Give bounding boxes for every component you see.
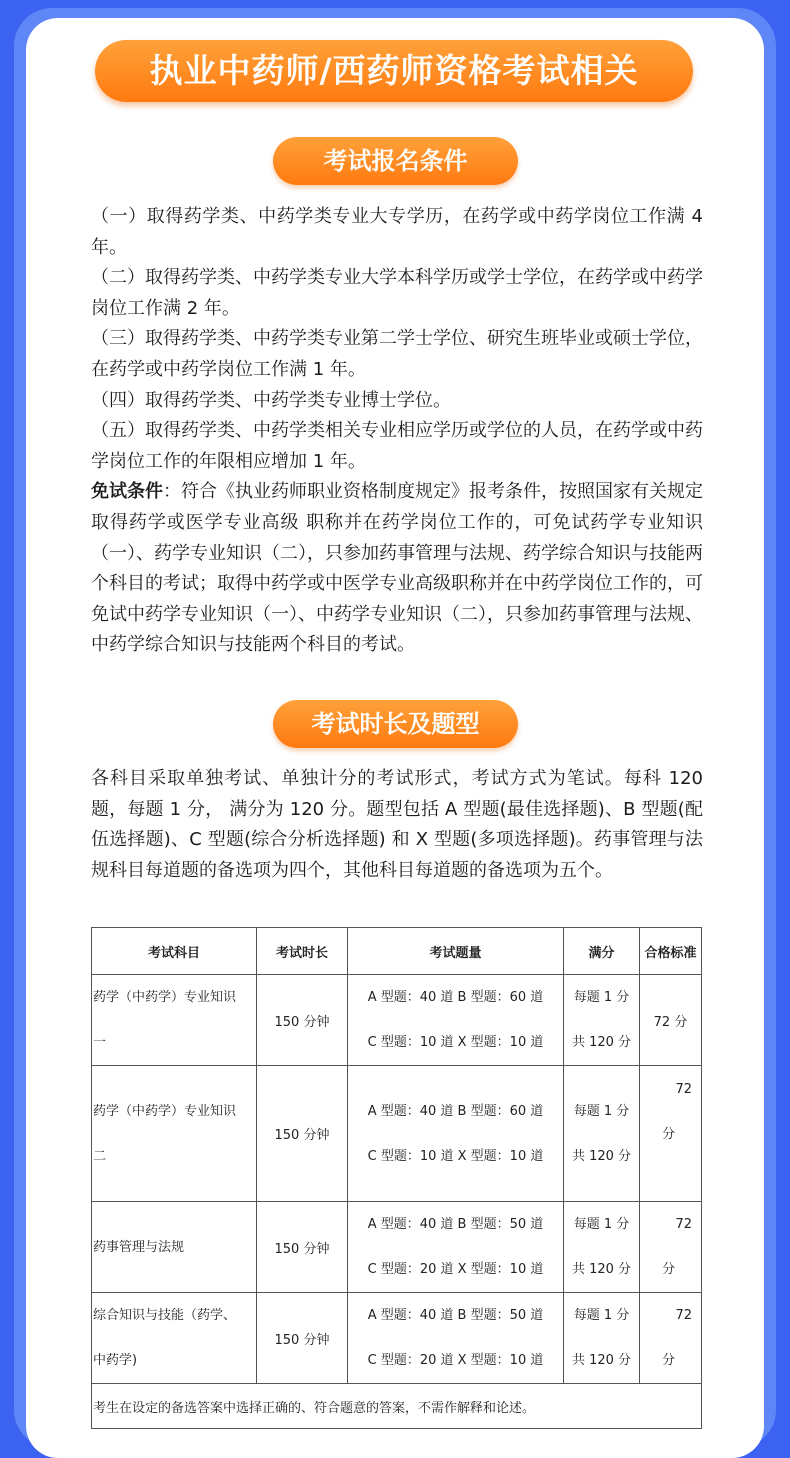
header-duration: 考试时长 [257, 928, 348, 975]
questions-cell: A 型题：40 道 B 型题：60 道 C 型题：10 道 X 型题：10 道 [348, 1066, 564, 1202]
pass-cell: 72 分 [640, 975, 702, 1066]
subject-cell: 药学（中药学）专业知识 一 [92, 975, 257, 1066]
registration-conditions [91, 202, 703, 661]
page-title: 执业中药师/西药师资格考试相关 [95, 40, 693, 102]
table-row [92, 1066, 702, 1202]
subject-cell: 药学（中药学）专业知识 二 [92, 1066, 257, 1202]
condition-item: （四）取得药学类、中药学类专业博士学位。 [91, 389, 451, 411]
header-questions: 考试题量 [348, 928, 564, 975]
condition-item: （一）取得药学类、中药学类专业大专学历，在药学或中药学岗位工作满 4 年。 [91, 206, 703, 258]
duration-cell: 150 分钟 [257, 1202, 348, 1293]
subject-cell: 综合知识与技能（药学、 中药学) [92, 1293, 257, 1384]
table-header-row [92, 928, 702, 975]
table-footer-row [92, 1384, 702, 1429]
header-subject: 考试科目 [92, 928, 257, 975]
questions-cell: A 型题：40 道 B 型题：50 道 C 型题：20 道 X 型题：10 道 [348, 1293, 564, 1384]
duration-cell: 150 分钟 [257, 1066, 348, 1202]
score-cell: 每题 1 分 共 120 分 [564, 975, 640, 1066]
table-row [92, 1202, 702, 1293]
table-row [92, 975, 702, 1066]
subject-cell: 药事管理与法规 [92, 1202, 257, 1293]
duration-text: 各科目采取单独考试、单独计分的考试形式，考试方式为笔试。每科 120 题，每题 1 分， 满分为 120 分。题型包括 A 型题(最佳选择题)、B 型题(配伍选择题)、C 型题(综合分析选择题) 和 X 型题(多项选择题)。药事管理与法规科目每道题的备选项为四个，其他科目每道题的备选项为五个。 [91, 768, 703, 881]
condition-item: （二）取得药学类、中药学类专业大学本科学历或学士学位，在药学或中药学岗位工作满 2 年。 [91, 267, 703, 319]
exemption-text: ：符合《执业药师职业资格制度规定》报考条件，按照国家有关规定取得药学或医学专业高级 职称并在药学岗位工作的，可免试药学专业知识（一）、药学专业知识（二），只参加药事管理与法规、药学综合知识与技能两个科目的考试；取得中药学或中医学专业高级职称并在中药学岗位工作的，可免试中药学专业知识（一）、中药学专业知识（二），只参加药事管理与法规、中药学综合知识与技能两个科目的考试。 [91, 481, 703, 656]
exemption-paragraph [91, 477, 703, 661]
pass-cell: 72 分 [640, 1066, 702, 1202]
condition-item: （三）取得药学类、中药学类专业第二学士学位、研究生班毕业或硕士学位， 在药学或中药学岗位工作满 1 年。 [91, 328, 703, 380]
table-row [92, 1293, 702, 1384]
exam-table [91, 927, 702, 1429]
score-cell: 每题 1 分 共 120 分 [564, 1293, 640, 1384]
questions-cell: A 型题：40 道 B 型题：50 道 C 型题：20 道 X 型题：10 道 [348, 1202, 564, 1293]
score-cell: 每题 1 分 共 120 分 [564, 1066, 640, 1202]
table-footnote: 考生在设定的备选答案中选择正确的、符合题意的答案，不需作解释和论述。 [92, 1384, 702, 1429]
duration-paragraph [91, 764, 703, 886]
header-pass-standard: 合格标准 [640, 928, 702, 975]
duration-cell: 150 分钟 [257, 1293, 348, 1384]
pass-cell: 72 分 [640, 1202, 702, 1293]
score-cell: 每题 1 分 共 120 分 [564, 1202, 640, 1293]
pass-cell: 72 分 [640, 1293, 702, 1384]
exemption-label: 免试条件 [91, 481, 163, 503]
header-full-score: 满分 [564, 928, 640, 975]
questions-cell: A 型题：40 道 B 型题：60 道 C 型题：10 道 X 型题：10 道 [348, 975, 564, 1066]
section-title-duration: 考试时长及题型 [273, 700, 518, 748]
duration-cell: 150 分钟 [257, 975, 348, 1066]
condition-item: （五）取得药学类、中药学类相关专业相应学历或学位的人员，在药学或中药学岗位工作的年限相应增加 1 年。 [91, 420, 703, 472]
section-title-registration: 考试报名条件 [273, 137, 518, 185]
